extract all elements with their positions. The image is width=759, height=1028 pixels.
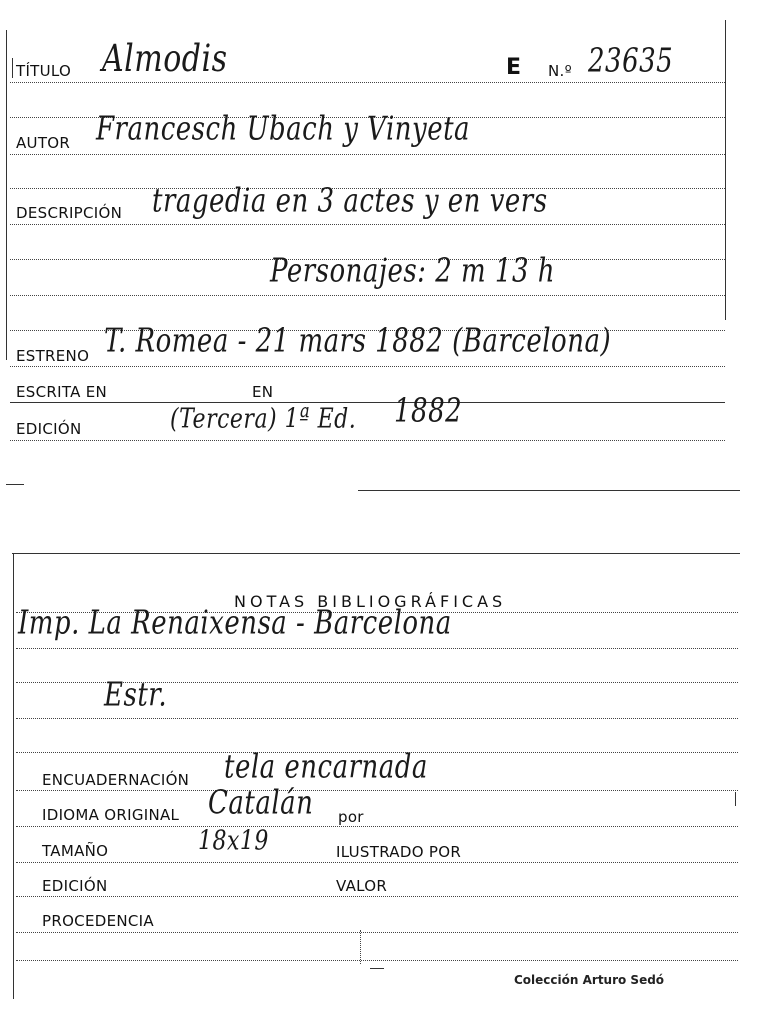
titulo-value: Almodis [102, 37, 228, 81]
bottom-card-left-edge [13, 553, 14, 999]
notas-heading: NOTAS BIBLIOGRÁFICAS [234, 592, 507, 611]
estreno-label: ESTRENO [16, 347, 90, 365]
top-card-left-tick [12, 58, 13, 78]
tamano-value: 18x19 [198, 825, 269, 857]
rule [16, 826, 738, 827]
edicion-label: EDICIÓN [16, 420, 82, 438]
rule [16, 960, 738, 961]
encuadernacion-label: ENCUADERNACIÓN [42, 771, 190, 789]
stamp-letter: E [506, 55, 522, 80]
top-card-left-edge [6, 30, 7, 360]
edicion-value: (Tercera) 1ª Ed. [170, 403, 357, 435]
personajes-value: Personajes: 2 m 13 h [270, 252, 556, 290]
bottom-card-top-edge [12, 553, 740, 554]
descripcion-value: tragedia en 3 actes y en vers [152, 182, 548, 220]
rule [10, 82, 725, 83]
escrita-label: ESCRITA EN [16, 383, 108, 401]
right-tick [735, 792, 736, 806]
autor-value: Francesch Ubach y Vinyeta [96, 110, 471, 148]
rule [16, 862, 738, 863]
idioma-label: IDIOMA ORIGINAL [42, 806, 180, 824]
rule [16, 896, 738, 897]
rule [16, 790, 738, 791]
descripcion-label: DESCRIPCIÓN [16, 204, 123, 222]
rule [16, 932, 738, 933]
rule [10, 366, 725, 367]
rule [16, 648, 738, 649]
autor-label: AUTOR [16, 134, 71, 152]
nota-line-2: Estr. [104, 676, 168, 714]
procedencia-label: PROCEDENCIA [42, 912, 154, 930]
rule [16, 718, 738, 719]
ilustrado-label: ILUSTRADO POR [336, 843, 462, 861]
rule [10, 440, 725, 441]
top-card-right-edge [725, 20, 726, 320]
rule [10, 295, 725, 296]
rule [10, 402, 725, 403]
number-value: 23635 [588, 42, 674, 80]
edicion-bottom-label: EDICIÓN [42, 877, 108, 895]
number-label: N.º [548, 62, 572, 80]
idioma-value: Catalán [208, 784, 314, 822]
collection-footer: Colección Arturo Sedó [514, 973, 665, 987]
stray-mark [358, 490, 740, 491]
edicion-year: 1882 [394, 392, 463, 430]
titulo-label: TÍTULO [16, 62, 72, 80]
stray-mark [6, 484, 24, 485]
encuadernacion-value: tela encarnada [224, 748, 428, 786]
valor-label: VALOR [336, 877, 388, 895]
stray-mark [370, 968, 384, 969]
divider-mark [360, 930, 361, 964]
rule [10, 224, 725, 225]
rule [10, 154, 725, 155]
en-label: EN [252, 383, 274, 401]
estreno-value: T. Romea - 21 mars 1882 (Barcelona) [104, 322, 612, 360]
nota-line-1: Imp. La Renaixensa - Barcelona [18, 604, 452, 642]
por-label: por [338, 808, 364, 826]
tamano-label: TAMAÑO [42, 842, 109, 860]
